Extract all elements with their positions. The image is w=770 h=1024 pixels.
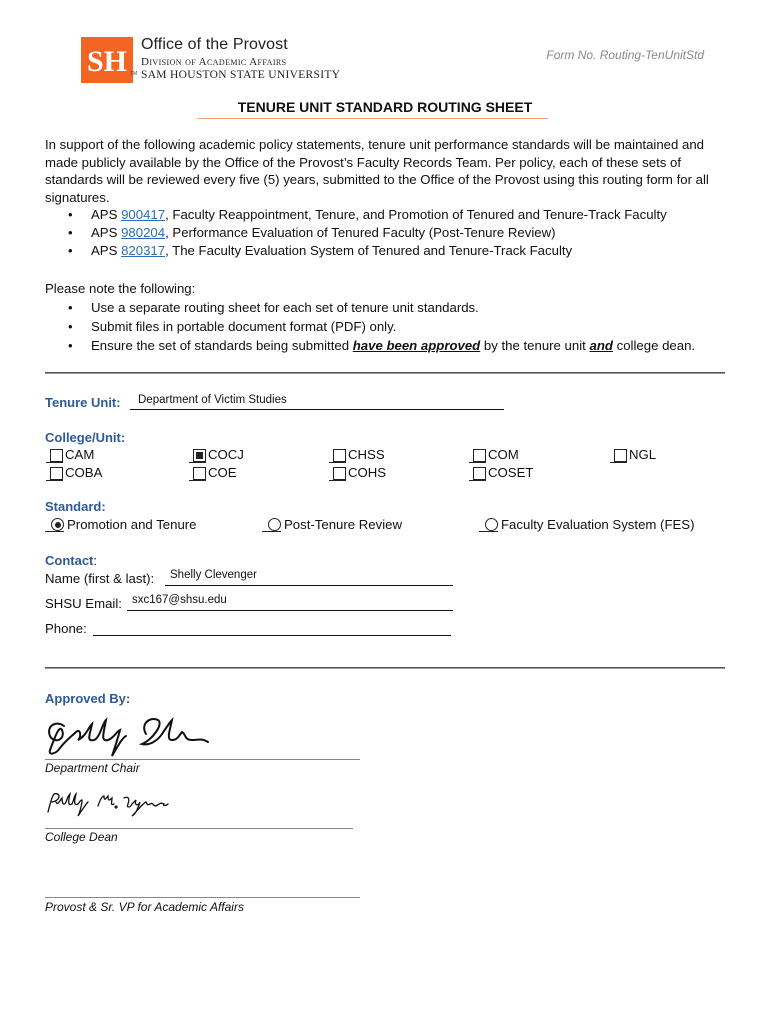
radio-icon[interactable] [268, 518, 281, 531]
division-name: Division of Academic Affairs [141, 56, 287, 68]
email-label: SHSU Email: [45, 596, 122, 611]
intro-paragraph: In support of the following academic policy statements, tenure unit performance standards will be maintained and made publicly available by the Office of the Provost’s Faculty Records Team. Per policy, each of these sets of standards will be reviewed every five (5) years, submitted to the Office of the Provost using this routing form for all signatures. [45, 137, 709, 205]
contact-label: Contact [45, 553, 94, 568]
checkbox-underline [610, 462, 627, 463]
university-name: SAM HOUSTON STATE UNIVERSITY [141, 69, 341, 81]
provost-signature-line[interactable] [45, 897, 360, 898]
policy-prefix: APS [91, 207, 122, 223]
name-label: Name (first & last): [45, 571, 155, 586]
checkbox-box[interactable] [50, 467, 63, 480]
checkbox-box[interactable] [193, 467, 206, 480]
contact-heading [45, 552, 97, 570]
logo-letters: SH [86, 45, 128, 78]
checkbox-underline [46, 480, 63, 481]
policy-item [45, 242, 735, 260]
checkbox-underline [189, 462, 206, 463]
checkbox-underline [469, 462, 486, 463]
note-text: college dean. [612, 338, 696, 353]
checkbox-label: COHS [348, 465, 387, 480]
chair-signature [42, 710, 212, 760]
page-title: TENURE UNIT STANDARD ROUTING SHEET [237, 99, 533, 115]
trademark: TM [130, 71, 138, 77]
note-text: Ensure the set of standards being submitted [91, 338, 353, 353]
radio-fes[interactable] [485, 517, 694, 532]
policy-link-900417[interactable]: 900417 [121, 207, 166, 223]
radio-label: Faculty Evaluation System (FES) [501, 517, 695, 532]
provost-caption: Provost & Sr. VP for Academic Affairs [45, 900, 244, 914]
checkbox-box[interactable] [473, 449, 486, 462]
dean-signature [42, 790, 172, 820]
radio-underline [479, 531, 498, 532]
approved-heading [45, 690, 130, 708]
tenure-unit-value[interactable]: Department of Victim Studies [138, 394, 287, 406]
checkbox-cam[interactable] [50, 447, 94, 462]
checkbox-box[interactable] [473, 467, 486, 480]
checkbox-box[interactable] [614, 449, 627, 462]
policy-item [45, 224, 735, 242]
policy-prefix: APS [91, 224, 122, 240]
tenure-unit-label: Tenure Unit: [45, 395, 121, 410]
radio-label: Post-Tenure Review [284, 517, 403, 532]
checkbox-underline [46, 462, 63, 463]
note-section [45, 279, 745, 355]
email-value[interactable]: sxc167@shsu.edu [132, 594, 227, 606]
policy-link-820317[interactable]: 820317 [121, 242, 166, 258]
chair-caption: Department Chair [45, 761, 140, 775]
policy-list [45, 206, 735, 259]
checkbox-underline [329, 462, 346, 463]
radio-label: Promotion and Tenure [67, 517, 197, 532]
checkbox-box[interactable] [333, 467, 346, 480]
policy-text: , The Faculty Evaluation System of Tenured and Tenure-Track Faculty [165, 242, 573, 258]
checkbox-underline [189, 480, 206, 481]
note-text: by the tenure unit [480, 338, 590, 353]
intro-section [45, 136, 735, 259]
checkbox-label: COCJ [208, 447, 244, 462]
radio-underline [45, 531, 64, 532]
checkbox-underline [469, 480, 486, 481]
contact-colon: : [93, 553, 98, 568]
checkbox-label: CAM [65, 447, 95, 462]
name-value[interactable]: Shelly Clevenger [170, 569, 257, 581]
note-emphasis: and [589, 338, 613, 353]
checkbox-coe[interactable] [193, 465, 237, 480]
section-divider [45, 667, 725, 669]
checkbox-box-checked[interactable] [193, 449, 206, 462]
note-item: • Submit files in portable document format (PDF) only. [45, 317, 745, 336]
name-field[interactable] [165, 585, 453, 586]
checkbox-cocj[interactable] [193, 447, 244, 462]
checkbox-com[interactable] [473, 447, 519, 462]
checkbox-chss[interactable] [333, 447, 385, 462]
radio-promotion-tenure[interactable] [51, 517, 197, 532]
radio-underline [262, 531, 281, 532]
shsu-logo-mark [81, 37, 133, 83]
checkbox-box[interactable] [50, 449, 63, 462]
college-unit-label: College/Unit: [45, 430, 126, 445]
checkbox-coba[interactable] [50, 465, 102, 480]
checkbox-label: COE [208, 465, 237, 480]
checkbox-cohs[interactable] [333, 465, 386, 480]
university-logo [81, 37, 133, 83]
policy-text: , Performance Evaluation of Tenured Faculty (Post-Tenure Review) [165, 224, 556, 240]
checkbox-label: COSET [488, 465, 534, 480]
standard-label: Standard: [45, 499, 106, 514]
checkbox-ngl[interactable] [614, 447, 656, 462]
policy-item [45, 206, 735, 224]
checkbox-label: NGL [629, 447, 657, 462]
phone-field[interactable] [93, 635, 451, 636]
policy-prefix: APS [91, 242, 122, 258]
radio-post-tenure-review[interactable] [268, 517, 402, 532]
tenure-unit-field[interactable] [130, 409, 504, 410]
checkbox-box[interactable] [333, 449, 346, 462]
office-name: Office of the Provost [141, 36, 288, 53]
checkbox-label: COBA [65, 465, 103, 480]
note-heading: Please note the following: [45, 281, 196, 296]
radio-icon[interactable] [485, 518, 498, 531]
email-field[interactable] [127, 610, 453, 611]
approved-label: Approved By [45, 691, 126, 706]
note-emphasis: have been approved [352, 338, 481, 353]
checkbox-label: COM [488, 447, 519, 462]
note-item: • Use a separate routing sheet for each set of tenure unit standards. [45, 298, 745, 317]
form-number: Form No. Routing-TenUnitStd [546, 48, 704, 62]
phone-label: Phone: [45, 621, 87, 636]
note-item [45, 336, 745, 355]
radio-selected-icon[interactable] [51, 518, 64, 531]
checkbox-coset[interactable] [473, 465, 533, 480]
checkbox-label: CHSS [348, 447, 385, 462]
policy-text: , Faculty Reappointment, Tenure, and Promotion of Tenured and Tenure-Track Faculty [165, 207, 667, 223]
checkbox-underline [329, 480, 346, 481]
dean-signature-line[interactable] [45, 828, 353, 829]
chair-signature-line[interactable] [45, 759, 360, 760]
note-list [45, 298, 745, 355]
approved-colon: : [125, 691, 131, 706]
policy-link-980204[interactable]: 980204 [121, 224, 166, 240]
dean-caption: College Dean [45, 830, 118, 844]
title-rule [198, 118, 548, 119]
section-divider [45, 372, 725, 374]
